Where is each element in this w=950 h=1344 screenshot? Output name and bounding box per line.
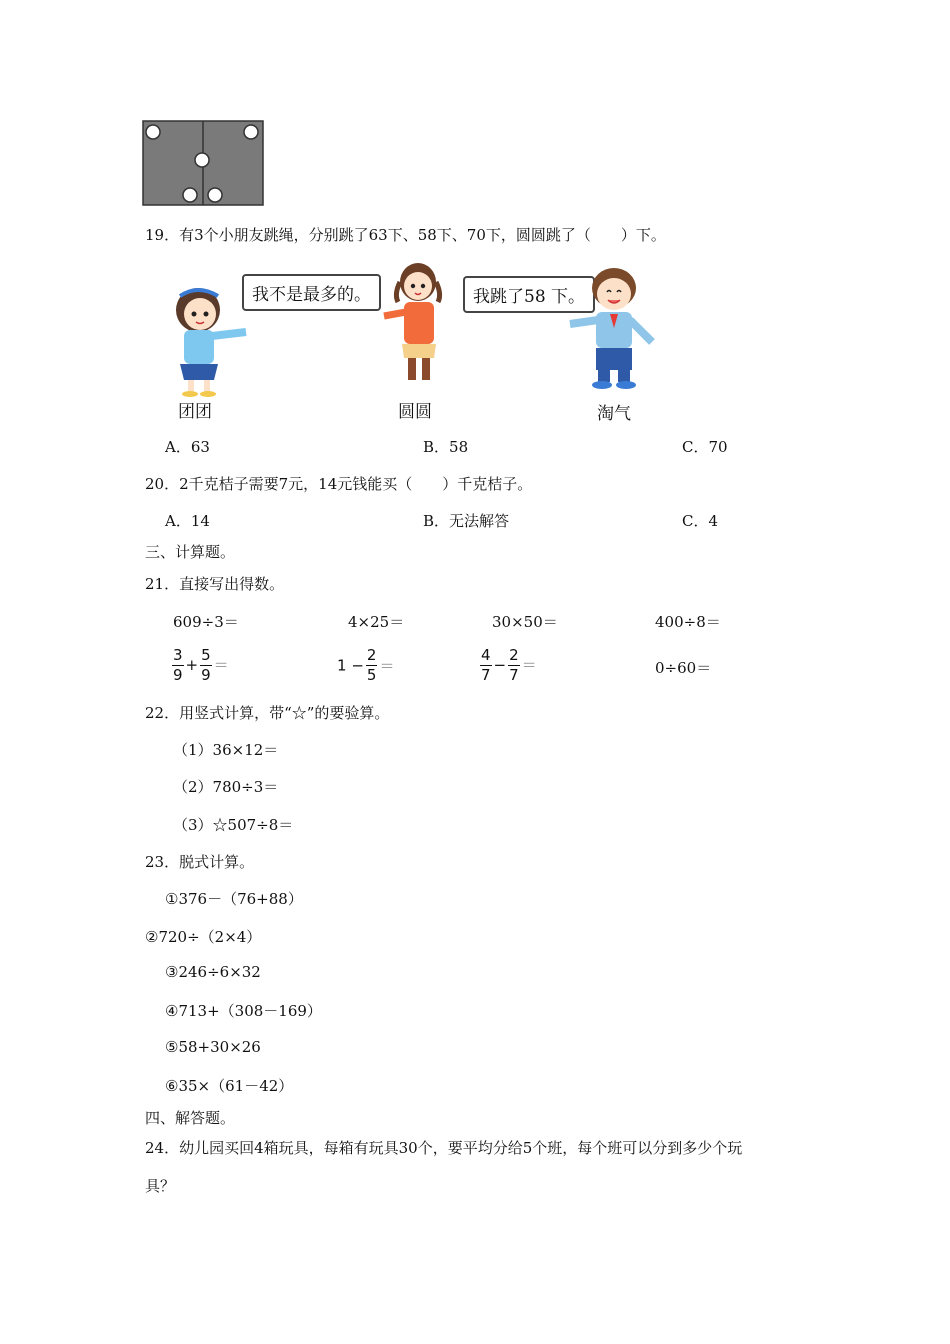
domino-dot — [195, 153, 209, 167]
step-calc-item: ②720÷（2×4） — [145, 928, 262, 946]
section-heading-4: 四、解答题。 — [145, 1109, 236, 1127]
section-heading-3: 三、计算题。 — [145, 543, 236, 561]
question-24: 24．幼儿园买回4箱玩具，每箱有玩具30个，要平均分给5个班，每个班可以分到多少个玩 — [145, 1139, 743, 1157]
fraction-expression: $\frac{4}{7}$ − $\frac{2}{7}$ ＝ — [481, 646, 537, 684]
option-c: C．4 — [682, 512, 719, 530]
option-b: B．无法解答 — [423, 512, 510, 530]
calc-item: 0÷60＝ — [655, 659, 712, 677]
domino-dot — [244, 125, 258, 139]
girl-yuanyuan-figure — [378, 258, 448, 388]
calc-item: 400÷8＝ — [655, 613, 721, 631]
step-calc-item: ①376－（76+88） — [165, 890, 303, 908]
question-20: 20．2千克桔子需要7元，14元钱能买（ ）千克桔子。 — [145, 475, 533, 493]
question-22: 22．用竖式计算，带“☆”的要验算。 — [145, 704, 390, 722]
vertical-calc-item: （1）36×12＝ — [173, 741, 279, 759]
girl-tuantuan-figure — [160, 280, 252, 398]
step-calc-item: ③246÷6×32 — [165, 963, 261, 981]
question-23: 23．脱式计算。 — [145, 853, 255, 871]
step-calc-item: ④713+（308－169） — [165, 1002, 322, 1020]
calc-item: 4×25＝ — [348, 613, 405, 631]
question-24-cont: 具？ — [145, 1177, 176, 1195]
question-21: 21．直接写出得数。 — [145, 575, 285, 593]
step-calc-item: ⑥35×（61－42） — [165, 1077, 294, 1095]
domino-figure — [142, 120, 266, 208]
domino-dot — [146, 125, 160, 139]
option-a: A．14 — [165, 512, 210, 530]
name-label-tuantuan: 团团 — [178, 402, 212, 422]
speech-bubble-tuantuan: 我不是最多的。 — [242, 274, 381, 311]
calc-item: 30×50＝ — [492, 613, 558, 631]
question-19: 19．有3个小朋友跳绳，分别跳了63下、58下、70下，圆圆跳了（ ）下。 — [145, 226, 666, 244]
option-b: B．58 — [423, 438, 469, 456]
speech-bubble-taoqi: 我跳了58 下。 — [463, 276, 595, 313]
step-calc-item: ⑤58+30×26 — [165, 1038, 261, 1056]
name-label-taoqi: 淘气 — [597, 404, 631, 424]
fraction-expression: $\frac{3}{9}$ + $\frac{5}{9}$ ＝ — [173, 646, 229, 684]
vertical-calc-item: （3）☆507÷8＝ — [173, 816, 294, 834]
calc-item: 609÷3＝ — [173, 613, 239, 631]
domino-dot — [208, 188, 222, 202]
domino-dot — [183, 188, 197, 202]
vertical-calc-item: （2）780÷3＝ — [173, 778, 279, 796]
option-a: A．63 — [165, 438, 210, 456]
fraction-expression: 1 − $\frac{2}{5}$ ＝ — [337, 646, 395, 684]
boy-taoqi-figure — [564, 262, 660, 392]
name-label-yuanyuan: 圆圆 — [398, 402, 432, 422]
option-c: C．70 — [682, 438, 728, 456]
